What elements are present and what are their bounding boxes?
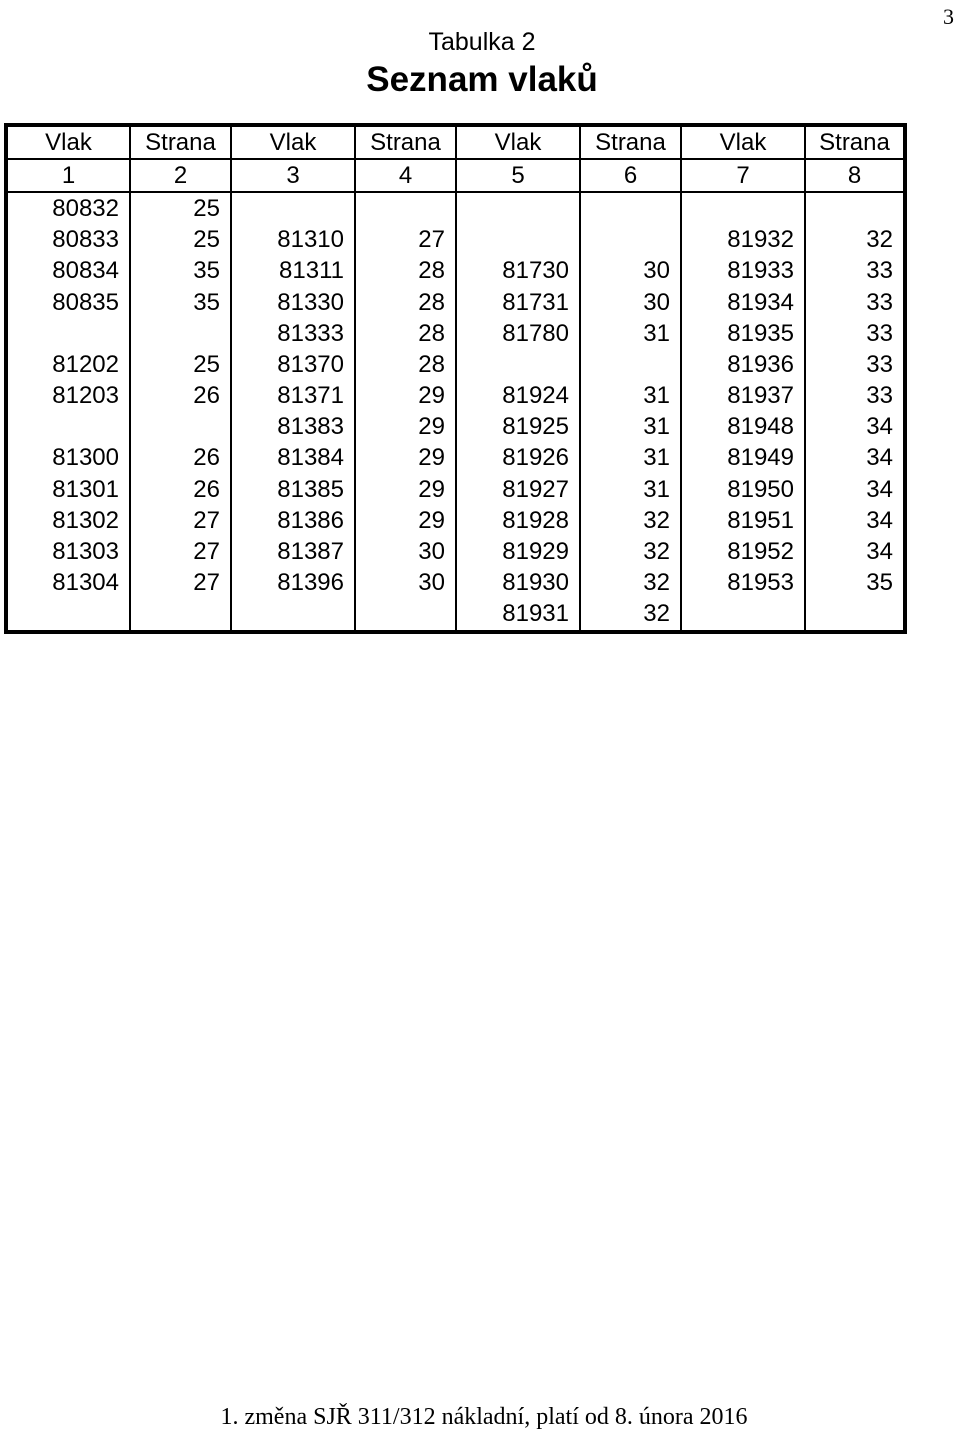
page-number-cell: 33: [805, 287, 905, 318]
train-number-cell: [6, 318, 130, 349]
train-number-cell: 81780: [456, 318, 580, 349]
train-number-cell: 81937: [681, 381, 805, 412]
train-number-cell: 81927: [456, 474, 580, 505]
page-number-cell: [130, 318, 231, 349]
page-number-cell: 25: [130, 349, 231, 380]
train-number-cell: [456, 225, 580, 256]
header-row: [6, 125, 905, 159]
page-number-cell: 32: [580, 505, 681, 536]
train-number-cell: 81300: [52, 444, 119, 472]
train-number-cell: [681, 599, 805, 632]
page-number-cell: [355, 599, 456, 632]
column-number: 3: [231, 159, 355, 192]
header-cell: Strana: [580, 125, 681, 159]
page-number-cell: [580, 349, 681, 380]
train-number-cell: 81203: [52, 382, 119, 410]
page-number-cell: 33: [805, 349, 905, 380]
table-row: [6, 505, 905, 536]
page-number-cell: 33: [805, 256, 905, 287]
page-number-cell: 29: [355, 443, 456, 474]
table-row: [6, 536, 905, 567]
table-row: [6, 381, 905, 412]
page-number-cell: 31: [580, 412, 681, 443]
train-number-cell: 81731: [456, 287, 580, 318]
page-number-cell: [580, 225, 681, 256]
train-number-cell: 81936: [681, 349, 805, 380]
page-number-cell: 35: [130, 256, 231, 287]
train-number-cell: 81924: [456, 381, 580, 412]
page-number-cell: 25: [130, 225, 231, 256]
page-number-cell: 35: [130, 287, 231, 318]
page-number-cell: 29: [355, 381, 456, 412]
column-number: 8: [805, 159, 905, 192]
train-number-cell: 81384: [231, 443, 355, 474]
page-number-cell: 26: [130, 443, 231, 474]
page-number-cell: 34: [805, 505, 905, 536]
column-number: 6: [580, 159, 681, 192]
page-number-cell: [130, 412, 231, 443]
page-number-cell: 26: [130, 381, 231, 412]
page-number-cell: 34: [805, 474, 905, 505]
train-number-cell: [6, 412, 130, 443]
header-cell: Vlak: [681, 125, 805, 159]
page-number-cell: 32: [580, 599, 681, 632]
page-number-cell: [130, 599, 231, 632]
page-number-cell: [355, 192, 456, 224]
page-number-cell: 28: [355, 349, 456, 380]
page-number-cell: 29: [355, 412, 456, 443]
page-number-cell: [805, 599, 905, 632]
table-row: [6, 287, 905, 318]
train-number-cell: 80832: [52, 194, 119, 222]
train-number-cell: 81930: [456, 568, 580, 599]
page-number-cell: 29: [355, 474, 456, 505]
train-number-cell: 81730: [456, 256, 580, 287]
page-number-cell: 28: [355, 318, 456, 349]
train-number-cell: 81370: [231, 349, 355, 380]
train-number-cell: 81387: [231, 536, 355, 567]
train-number-cell: 81310: [231, 225, 355, 256]
page-number-cell: [805, 192, 905, 224]
train-number-cell: 81386: [231, 505, 355, 536]
page-number: 3: [943, 4, 954, 29]
page-number-cell: 31: [580, 474, 681, 505]
train-number-cell: 81931: [456, 599, 580, 632]
train-number-cell: 81935: [681, 318, 805, 349]
page-number-cell: 31: [580, 381, 681, 412]
page-number-cell: 26: [130, 474, 231, 505]
page-number-cell: 27: [130, 568, 231, 599]
page-number-cell: 34: [805, 443, 905, 474]
train-number-cell: 81926: [456, 443, 580, 474]
train-number-cell: 81951: [681, 505, 805, 536]
page-number-cell: 32: [580, 568, 681, 599]
train-number-cell: 81929: [456, 536, 580, 567]
train-number-cell: 81202: [52, 350, 119, 378]
train-number-cell: 81333: [231, 318, 355, 349]
train-number-cell: 81952: [681, 536, 805, 567]
train-number-cell: 81949: [681, 443, 805, 474]
page-number-cell: 32: [805, 225, 905, 256]
table-row: [6, 225, 905, 256]
page-number-cell: 27: [130, 536, 231, 567]
page-number-cell: 30: [355, 568, 456, 599]
page-number-cell: 34: [805, 412, 905, 443]
table-row: [6, 318, 905, 349]
table-row: [6, 256, 905, 287]
train-number-cell: 81396: [231, 568, 355, 599]
page-number-cell: 31: [580, 318, 681, 349]
train-number-cell: 81301: [52, 475, 119, 503]
train-number-cell: 80835: [52, 288, 119, 316]
column-number-row: [6, 159, 905, 192]
train-number-cell: 81302: [52, 506, 119, 534]
table-row: [6, 474, 905, 505]
train-number-cell: 81953: [681, 568, 805, 599]
column-number: 1: [6, 159, 130, 192]
page-number-cell: 27: [130, 505, 231, 536]
train-number-cell: 81950: [681, 474, 805, 505]
page-number-cell: 25: [130, 192, 231, 224]
train-number-cell: 81330: [231, 287, 355, 318]
train-number-cell: 81371: [231, 381, 355, 412]
table-row: [6, 568, 905, 599]
header-cell: Strana: [355, 125, 456, 159]
train-number-cell: [231, 599, 355, 632]
train-number-cell: 80834: [52, 257, 119, 285]
table-subtitle: Tabulka 2: [428, 28, 536, 56]
table-row: [6, 599, 905, 632]
header-cell: Vlak: [231, 125, 355, 159]
train-number-cell: 81948: [681, 412, 805, 443]
train-number-cell: 81928: [456, 505, 580, 536]
train-number-cell: 81385: [231, 474, 355, 505]
train-number-cell: 81383: [231, 412, 355, 443]
train-number-cell: [681, 192, 805, 224]
page-number-cell: 30: [355, 536, 456, 567]
column-number: 7: [681, 159, 805, 192]
train-number-cell: [231, 192, 355, 224]
page-number-cell: 30: [580, 256, 681, 287]
page-number-cell: 31: [580, 443, 681, 474]
page-number-cell: [580, 192, 681, 224]
train-number-cell: 81932: [681, 225, 805, 256]
column-number: 4: [355, 159, 456, 192]
page-number-cell: 29: [355, 505, 456, 536]
table-row: [6, 412, 905, 443]
train-number-cell: 81304: [52, 569, 119, 597]
table-row: [6, 443, 905, 474]
train-number-cell: 81934: [681, 287, 805, 318]
page-number-cell: 34: [805, 536, 905, 567]
table-row: [6, 192, 905, 224]
page-title: Seznam vlaků: [366, 60, 598, 99]
train-number-cell: [456, 349, 580, 380]
train-number-cell: 81303: [52, 538, 119, 566]
page-number-cell: 32: [580, 536, 681, 567]
header-cell: Vlak: [456, 125, 580, 159]
train-number-cell: 81933: [681, 256, 805, 287]
header-cell: Strana: [130, 125, 231, 159]
train-list-table: [4, 123, 907, 634]
train-number-cell: [456, 192, 580, 224]
page-number-cell: 27: [355, 225, 456, 256]
header-cell: Strana: [805, 125, 905, 159]
page-number-cell: 33: [805, 318, 905, 349]
page-number-cell: 33: [805, 381, 905, 412]
page-number-cell: 28: [355, 256, 456, 287]
page-number-cell: 28: [355, 287, 456, 318]
train-number-cell: [6, 599, 130, 632]
page-number-cell: 30: [580, 287, 681, 318]
column-number: 5: [456, 159, 580, 192]
page-number-cell: 35: [805, 568, 905, 599]
train-number-cell: 81311: [231, 256, 355, 287]
train-number-cell: 81925: [456, 412, 580, 443]
header-cell: Vlak: [6, 125, 130, 159]
table-row: [6, 349, 905, 380]
column-number: 2: [130, 159, 231, 192]
train-number-cell: 80833: [52, 226, 119, 254]
footer-note: 1. změna SJŘ 311/312 nákladní, platí od 8. února 2016: [220, 1404, 748, 1430]
